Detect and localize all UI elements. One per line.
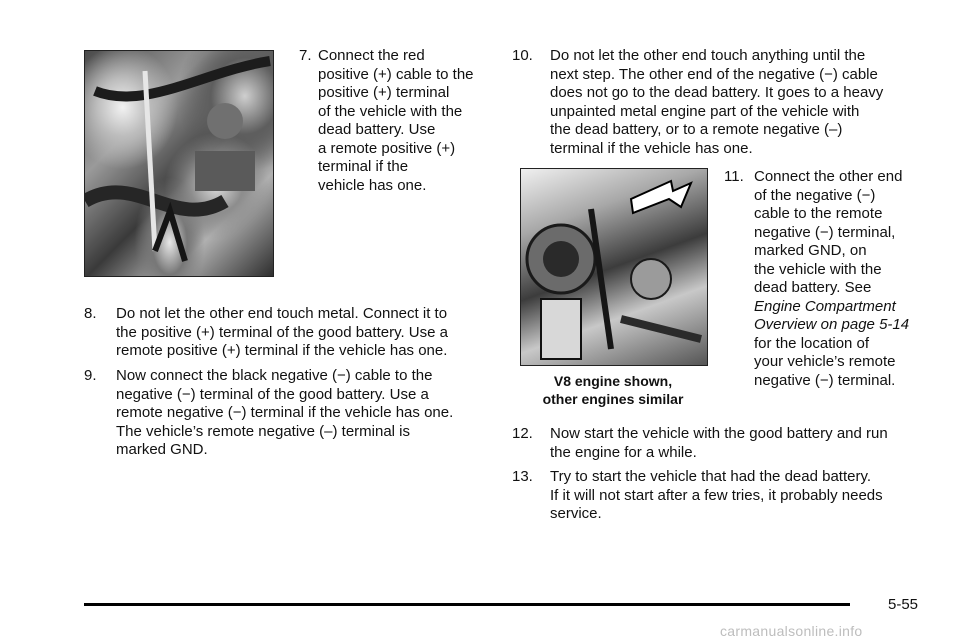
engine-compartment-link[interactable]: Engine Compartment: [754, 297, 896, 315]
step-10: 10. Do not let the other end touch anything until the next step. The other end of the negative (−) cable does not go to the dead battery. It goes to a heavy unpainted metal engine part of the vehicle with the dead battery, or to a remote negative (–) terminal if the vehicle has one.: [512, 47, 884, 157]
watermark: carmanualsonline.info: [720, 623, 863, 639]
engine-illustration: [521, 169, 707, 365]
footer-rule: [84, 603, 850, 606]
step-11: 11. Connect the other end of the negative (−) cable to the remote negative (−) terminal, marked GND, on the vehicle with the dead battery. See Engine Compartment Overview on page 5-14 for the location of your vehicle’s remote negative (−) terminal.: [724, 168, 944, 390]
engine-compartment-page-link[interactable]: Overview on page 5-14: [754, 316, 910, 333]
step-9: 9. Now connect the black negative (−) cable to the negative (−) terminal of the good battery. Use a remote negative (−) terminal if the vehicle has one. The vehicle’s remote negative (–) terminal is marked GND.: [84, 367, 454, 458]
page-number: 5-55: [888, 596, 919, 613]
step-8: 8. Do not let the other end touch metal. Connect it to the positive (+) terminal of the good battery. Use a remote positive (+) terminal if the vehicle has one.: [84, 305, 448, 359]
jumper-cable-photo: [84, 50, 274, 277]
photo-caption: V8 engine shown, other engines similar: [542, 373, 684, 407]
step-13: 13. Try to start the vehicle that had the dead battery. If it will not start after a few tries, it probably needs service.: [512, 468, 883, 522]
engine-ground-photo: [520, 168, 708, 366]
step-12: 12. Now start the vehicle with the good battery and run the engine for a while.: [512, 425, 888, 461]
jumper-cable-illustration: [85, 51, 273, 276]
arrow-icon: [631, 181, 691, 213]
step-7: 7. Connect the red positive (+) cable to the positive (+) terminal of the vehicle with the dead battery. Use a remote positive (+) terminal if the vehicle has one.: [299, 47, 474, 194]
